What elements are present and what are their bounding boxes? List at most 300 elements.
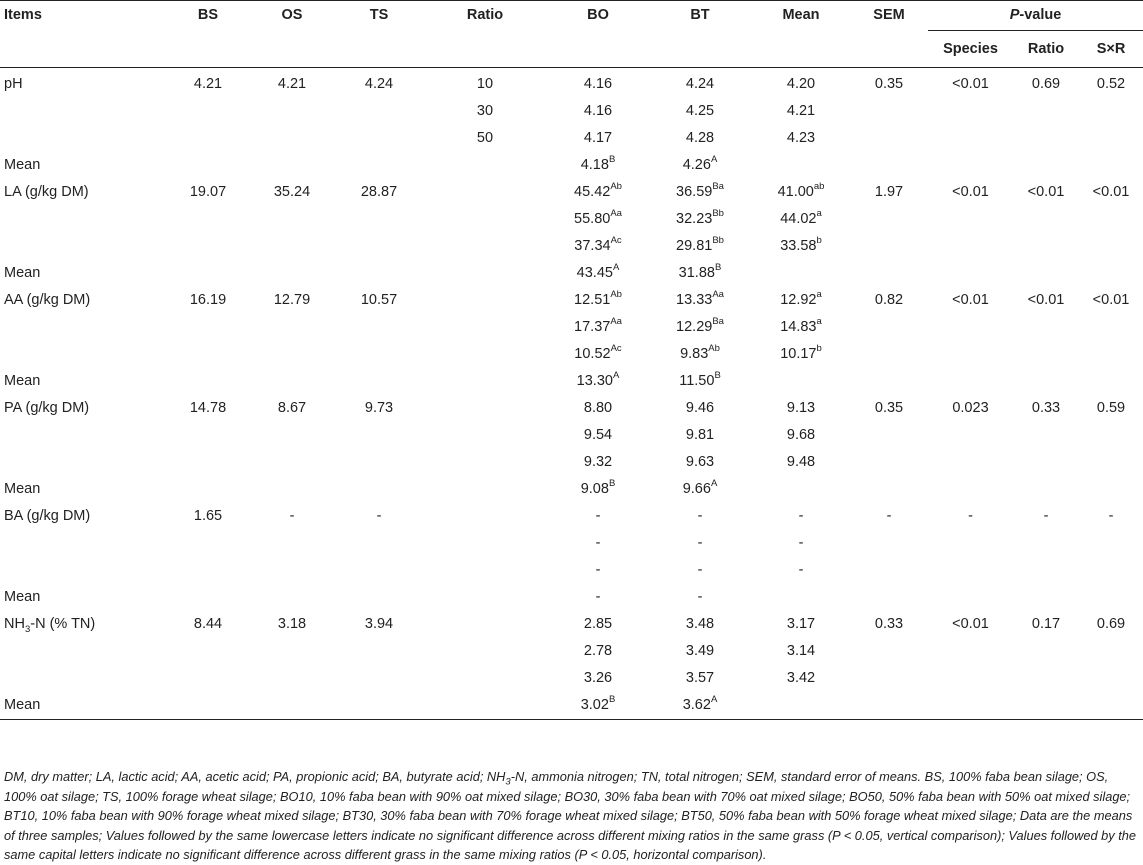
header-ratio: Ratio bbox=[422, 1, 548, 31]
cell-ratio bbox=[422, 260, 548, 287]
table-row bbox=[0, 260, 1143, 287]
table-body bbox=[0, 68, 1143, 720]
cell-species: <0.01 bbox=[952, 76, 989, 92]
cell-sxr bbox=[1079, 422, 1143, 449]
cell-bo: $10.52^{Ac}$ bbox=[574, 343, 622, 362]
cell-sem: - bbox=[886, 508, 892, 524]
cell-sem bbox=[850, 530, 928, 557]
cell-ratio-p bbox=[1013, 692, 1079, 720]
cell-sem bbox=[850, 314, 928, 341]
cell-ts bbox=[336, 314, 422, 341]
header-bo: BO bbox=[548, 1, 648, 31]
row-item: BA (g/kg DM) bbox=[4, 508, 91, 524]
cell-ts bbox=[336, 584, 422, 611]
cell-ratio bbox=[422, 638, 548, 665]
row-item bbox=[0, 530, 168, 557]
cell-bo: 2.85 bbox=[583, 616, 613, 632]
cell-species bbox=[928, 98, 1013, 125]
cell-mean: 4.23 bbox=[786, 130, 816, 146]
cell-ts bbox=[336, 125, 422, 152]
cell-sem: 1.97 bbox=[874, 184, 904, 200]
cell-sxr: 0.59 bbox=[1096, 400, 1126, 416]
table-row bbox=[0, 125, 1143, 152]
cell-species bbox=[928, 152, 1013, 179]
cell-bs bbox=[168, 638, 248, 665]
cell-sxr bbox=[1079, 152, 1143, 179]
header-ratio-p: Ratio bbox=[1013, 31, 1079, 68]
cell-bt: 4.25 bbox=[685, 103, 715, 119]
cell-bo: $55.80^{Aa}$ bbox=[574, 208, 622, 227]
row-item: AA (g/kg DM) bbox=[4, 292, 91, 308]
cell-sxr: 0.52 bbox=[1096, 76, 1126, 92]
row-item: pH bbox=[4, 76, 23, 92]
cell-ratio-p bbox=[1013, 449, 1079, 476]
cell-sxr: - bbox=[1108, 508, 1114, 524]
cell-ratio bbox=[422, 341, 548, 368]
cell-bo: 9.54 bbox=[583, 427, 613, 443]
cell-ratio: 30 bbox=[476, 103, 494, 119]
cell-species: <0.01 bbox=[952, 184, 989, 200]
cell-bo: 9.32 bbox=[583, 454, 613, 470]
cell-ratio bbox=[422, 665, 548, 692]
cell-sxr bbox=[1079, 260, 1143, 287]
cell-sem bbox=[850, 665, 928, 692]
cell-ts bbox=[336, 152, 422, 179]
cell-species bbox=[928, 368, 1013, 395]
cell-os bbox=[248, 206, 336, 233]
cell-mean: 12.92$^a$ bbox=[780, 289, 822, 308]
cell-bs bbox=[168, 233, 248, 260]
cell-bo: $13.30^A$ bbox=[576, 370, 620, 389]
cell-bs bbox=[168, 449, 248, 476]
table-row bbox=[0, 341, 1143, 368]
cell-os bbox=[248, 557, 336, 584]
row-item: Mean bbox=[4, 589, 41, 605]
cell-os bbox=[248, 530, 336, 557]
table-row bbox=[0, 584, 1143, 611]
row-item bbox=[0, 422, 168, 449]
header-bs: BS bbox=[168, 1, 248, 31]
cell-ratio bbox=[422, 287, 548, 314]
cell-ratio bbox=[422, 206, 548, 233]
cell-bt: $11.50^B$ bbox=[679, 370, 721, 389]
cell-bs bbox=[168, 422, 248, 449]
cell-ratio-p bbox=[1013, 557, 1079, 584]
cell-bs bbox=[168, 530, 248, 557]
table-row bbox=[0, 368, 1143, 395]
cell-bt: $13.33^{Aa}$ bbox=[676, 289, 724, 308]
cell-sem: 0.33 bbox=[874, 616, 904, 632]
cell-bs bbox=[168, 125, 248, 152]
cell-ratio bbox=[422, 395, 548, 422]
cell-mean: 3.17 bbox=[786, 616, 816, 632]
cell-bt: 4.24 bbox=[685, 76, 715, 92]
cell-species bbox=[928, 692, 1013, 720]
cell-mean: 41.00$^{ab}$ bbox=[777, 181, 825, 200]
cell-os bbox=[248, 341, 336, 368]
table-row bbox=[0, 233, 1143, 260]
cell-sxr bbox=[1079, 206, 1143, 233]
cell-os bbox=[248, 476, 336, 503]
row-item: Mean bbox=[4, 157, 41, 173]
cell-species bbox=[928, 206, 1013, 233]
cell-sxr bbox=[1079, 449, 1143, 476]
cell-bt: $32.23^{Bb}$ bbox=[676, 208, 724, 227]
table-row bbox=[0, 665, 1143, 692]
cell-os bbox=[248, 368, 336, 395]
cell-sem: 0.82 bbox=[874, 292, 904, 308]
cell-sxr: 0.69 bbox=[1096, 616, 1126, 632]
cell-ratio: 10 bbox=[476, 76, 494, 92]
cell-ratio bbox=[422, 368, 548, 395]
cell-mean: 4.20 bbox=[786, 76, 816, 92]
cell-bo: - bbox=[595, 562, 601, 578]
cell-sxr bbox=[1079, 665, 1143, 692]
cell-ts bbox=[336, 557, 422, 584]
cell-sem bbox=[850, 422, 928, 449]
cell-ratio bbox=[422, 557, 548, 584]
cell-mean: 9.48 bbox=[786, 454, 816, 470]
cell-bs bbox=[168, 665, 248, 692]
cell-sem: 0.35 bbox=[874, 76, 904, 92]
cell-bt: 3.49 bbox=[685, 643, 715, 659]
cell-mean: 3.14 bbox=[786, 643, 816, 659]
cell-bo: 8.80 bbox=[583, 400, 613, 416]
cell-mean: - bbox=[798, 508, 804, 524]
table-footnote: DM, dry matter; LA, lactic acid; AA, acetic acid; PA, propionic acid; BA, butyrate acid; $NH_3-N$, ammonia nitrogen; TN, total nitrogen; SEM, standard error of means. BS, 100% faba bean silage; OS, 100% oat silage; TS, 100% forage wheat silage; BO10, 10% faba bean with 90% oat mixed silage; BO30, 30% faba bean with 70% oat mixed silage; BO50, 50% faba bean with 50% oat mixed silage; BT10, 10% faba bean with 90% forage wheat mixed silage; BT30, 30% faba bean with 70% forage wheat mixed silage; BT50, 50% faba bean with 50% forage wheat mixed silage; Data are the means of three samples; Values followed by the same lowercase letters indicate no significant difference across different mixing ratios in the same grass (P < 0.05, vertical comparison); Values followed by the same capital letters indicate no significant difference across different grass in the same mixing ratios (P < 0.05, horizontal comparison). bbox=[4, 769, 1137, 863]
row-item bbox=[0, 98, 168, 125]
cell-bo: $43.45^A$ bbox=[576, 262, 620, 281]
header-pvalue bbox=[928, 1, 1143, 31]
cell-os: 8.67 bbox=[277, 400, 307, 416]
cell-ratio bbox=[422, 584, 548, 611]
cell-ratio bbox=[422, 611, 548, 638]
cell-os bbox=[248, 638, 336, 665]
cell-sem bbox=[850, 206, 928, 233]
cell-os bbox=[248, 98, 336, 125]
cell-ratio bbox=[422, 476, 548, 503]
table-row bbox=[0, 449, 1143, 476]
cell-sem bbox=[850, 368, 928, 395]
cell-sem bbox=[850, 557, 928, 584]
header-bt: BT bbox=[648, 1, 752, 31]
table-row bbox=[0, 179, 1143, 206]
cell-sem bbox=[850, 233, 928, 260]
cell-os: 3.18 bbox=[277, 616, 307, 632]
cell-bo: $17.37^{Aa}$ bbox=[574, 316, 622, 335]
row-item bbox=[0, 341, 168, 368]
cell-mean: 3.42 bbox=[786, 670, 816, 686]
cell-bo: $3.02^B$ bbox=[548, 692, 648, 720]
cell-bt: $29.81^{Bb}$ bbox=[676, 235, 724, 254]
cell-bs: 4.21 bbox=[193, 76, 223, 92]
cell-ts bbox=[336, 206, 422, 233]
cell-ratio bbox=[422, 449, 548, 476]
cell-bt: - bbox=[697, 508, 703, 524]
header-items: Items bbox=[0, 1, 168, 31]
cell-ts bbox=[336, 665, 422, 692]
cell-bo: - bbox=[595, 589, 601, 605]
cell-bs: 1.65 bbox=[193, 508, 223, 524]
cell-ratio-p bbox=[1013, 233, 1079, 260]
cell-ts bbox=[336, 341, 422, 368]
row-item: Mean bbox=[0, 692, 168, 720]
cell-bs bbox=[168, 206, 248, 233]
cell-bt: - bbox=[697, 562, 703, 578]
table-row bbox=[0, 206, 1143, 233]
cell-sem bbox=[850, 341, 928, 368]
cell-ratio-p bbox=[1013, 152, 1079, 179]
cell-ratio-p bbox=[1013, 368, 1079, 395]
cell-ts bbox=[336, 260, 422, 287]
table-row bbox=[0, 152, 1143, 179]
cell-bt: $36.59^{Ba}$ bbox=[676, 181, 724, 200]
cell-ts bbox=[336, 98, 422, 125]
cell-mean bbox=[752, 476, 850, 503]
cell-os bbox=[248, 692, 336, 720]
cell-ts: 4.24 bbox=[364, 76, 394, 92]
cell-ratio-p bbox=[1013, 125, 1079, 152]
cell-ratio-p: 0.69 bbox=[1031, 76, 1061, 92]
cell-mean bbox=[752, 368, 850, 395]
cell-sem bbox=[850, 584, 928, 611]
header-pvalue-p: P bbox=[1009, 7, 1020, 23]
cell-bo: - bbox=[595, 508, 601, 524]
cell-os bbox=[248, 125, 336, 152]
header-os: OS bbox=[248, 1, 336, 31]
cell-os: 4.21 bbox=[277, 76, 307, 92]
cell-ratio-p bbox=[1013, 422, 1079, 449]
cell-os bbox=[248, 584, 336, 611]
cell-bt: $3.62^A$ bbox=[648, 692, 752, 720]
cell-mean bbox=[752, 692, 850, 720]
cell-species bbox=[928, 233, 1013, 260]
cell-sem bbox=[850, 476, 928, 503]
cell-ts: 10.57 bbox=[360, 292, 398, 308]
cell-species bbox=[928, 314, 1013, 341]
cell-bo: 3.26 bbox=[583, 670, 613, 686]
cell-bs: 14.78 bbox=[189, 400, 227, 416]
cell-species bbox=[928, 449, 1013, 476]
cell-bo: 4.16 bbox=[583, 103, 613, 119]
cell-ratio-p bbox=[1013, 341, 1079, 368]
cell-ts bbox=[336, 476, 422, 503]
row-item: Mean bbox=[4, 265, 41, 281]
cell-bs bbox=[168, 98, 248, 125]
header-sxr: S×R bbox=[1079, 31, 1143, 68]
cell-mean: - bbox=[798, 535, 804, 551]
cell-species bbox=[928, 341, 1013, 368]
cell-ratio bbox=[422, 503, 548, 530]
cell-bs bbox=[168, 476, 248, 503]
cell-ratio bbox=[422, 530, 548, 557]
cell-ratio bbox=[422, 233, 548, 260]
cell-mean: 33.58$^b$ bbox=[780, 235, 822, 254]
cell-sxr bbox=[1079, 368, 1143, 395]
table-row bbox=[0, 530, 1143, 557]
cell-sxr bbox=[1079, 530, 1143, 557]
cell-bo: 2.78 bbox=[583, 643, 613, 659]
cell-bo: 4.17 bbox=[583, 130, 613, 146]
cell-ratio-p bbox=[1013, 530, 1079, 557]
cell-mean: 10.17$^b$ bbox=[780, 343, 822, 362]
cell-sxr bbox=[1079, 98, 1143, 125]
cell-ratio-p: 0.33 bbox=[1031, 400, 1061, 416]
header-sem: SEM bbox=[850, 1, 928, 31]
cell-sem bbox=[850, 152, 928, 179]
cell-bt: 4.28 bbox=[685, 130, 715, 146]
header-species: Species bbox=[928, 31, 1013, 68]
cell-os bbox=[248, 449, 336, 476]
cell-os: 12.79 bbox=[273, 292, 311, 308]
cell-species: - bbox=[968, 508, 973, 524]
cell-species bbox=[928, 530, 1013, 557]
table-row bbox=[0, 638, 1143, 665]
cell-bt: $4.26^A$ bbox=[682, 154, 718, 173]
cell-ratio-p bbox=[1013, 314, 1079, 341]
cell-ts: - bbox=[376, 508, 382, 524]
cell-sem bbox=[850, 449, 928, 476]
cell-species bbox=[928, 260, 1013, 287]
cell-sxr: <0.01 bbox=[1092, 292, 1130, 308]
cell-species bbox=[928, 125, 1013, 152]
table-row bbox=[0, 611, 1143, 638]
cell-sxr bbox=[1079, 692, 1143, 720]
cell-ts bbox=[336, 530, 422, 557]
row-item bbox=[0, 665, 168, 692]
cell-sxr bbox=[1079, 233, 1143, 260]
cell-bo: $9.08^B$ bbox=[580, 478, 616, 497]
cell-sem bbox=[850, 98, 928, 125]
cell-bt: $9.83^{Ab}$ bbox=[680, 343, 720, 362]
row-item bbox=[0, 314, 168, 341]
table-row bbox=[0, 692, 1143, 720]
row-item: $NH_3-N$ (% TN) bbox=[4, 616, 96, 635]
cell-sem bbox=[850, 260, 928, 287]
cell-ratio-p: - bbox=[1043, 508, 1049, 524]
cell-ratio bbox=[422, 422, 548, 449]
cell-species: <0.01 bbox=[952, 292, 989, 308]
header-mean: Mean bbox=[752, 1, 850, 31]
header-ts: TS bbox=[336, 1, 422, 31]
cell-os bbox=[248, 233, 336, 260]
cell-sxr bbox=[1079, 314, 1143, 341]
cell-bs bbox=[168, 314, 248, 341]
cell-bs bbox=[168, 584, 248, 611]
cell-sem bbox=[850, 638, 928, 665]
cell-species bbox=[928, 422, 1013, 449]
cell-sxr bbox=[1079, 638, 1143, 665]
cell-ts bbox=[336, 368, 422, 395]
cell-ratio-p bbox=[1013, 260, 1079, 287]
cell-ratio: 50 bbox=[476, 130, 494, 146]
cell-ratio bbox=[422, 314, 548, 341]
cell-ratio-p bbox=[1013, 206, 1079, 233]
cell-ts bbox=[336, 638, 422, 665]
cell-sxr bbox=[1079, 125, 1143, 152]
cell-species bbox=[928, 638, 1013, 665]
cell-species bbox=[928, 476, 1013, 503]
table-header bbox=[0, 1, 1143, 68]
row-item: Mean bbox=[4, 481, 41, 497]
cell-os bbox=[248, 665, 336, 692]
cell-ts bbox=[336, 692, 422, 720]
row-item bbox=[0, 638, 168, 665]
cell-bs bbox=[168, 692, 248, 720]
cell-mean: 9.13 bbox=[786, 400, 816, 416]
table-row bbox=[0, 422, 1143, 449]
cell-ts: 9.73 bbox=[364, 400, 394, 416]
table-row bbox=[0, 557, 1143, 584]
cell-sem bbox=[850, 692, 928, 720]
cell-ratio-p: <0.01 bbox=[1027, 184, 1065, 200]
cell-species: 0.023 bbox=[952, 400, 989, 416]
cell-bt: - bbox=[697, 589, 703, 605]
cell-bt: $9.66^A$ bbox=[682, 478, 718, 497]
cell-mean: - bbox=[798, 562, 804, 578]
cell-bo: $4.18^B$ bbox=[580, 154, 616, 173]
cell-bt: - bbox=[697, 535, 703, 551]
cell-mean bbox=[752, 152, 850, 179]
cell-bt: 3.48 bbox=[685, 616, 715, 632]
cell-os bbox=[248, 260, 336, 287]
cell-bt: 9.81 bbox=[685, 427, 715, 443]
cell-ratio-p bbox=[1013, 665, 1079, 692]
cell-mean bbox=[752, 260, 850, 287]
cell-bo: $12.51^{Ab}$ bbox=[574, 289, 622, 308]
cell-ts bbox=[336, 449, 422, 476]
row-item bbox=[0, 206, 168, 233]
cell-ratio bbox=[422, 179, 548, 206]
row-item bbox=[0, 233, 168, 260]
cell-sxr bbox=[1079, 341, 1143, 368]
table-row bbox=[0, 68, 1143, 99]
cell-sem: 0.35 bbox=[874, 400, 904, 416]
cell-mean: 44.02$^a$ bbox=[780, 208, 822, 227]
row-item bbox=[0, 125, 168, 152]
cell-bo: - bbox=[595, 535, 601, 551]
row-item: LA (g/kg DM) bbox=[4, 184, 89, 200]
cell-os bbox=[248, 422, 336, 449]
cell-bo: $37.34^{Ac}$ bbox=[574, 235, 622, 254]
cell-species: <0.01 bbox=[952, 616, 989, 632]
table-row bbox=[0, 314, 1143, 341]
table-row bbox=[0, 395, 1143, 422]
cell-ratio-p bbox=[1013, 584, 1079, 611]
cell-os: 35.24 bbox=[273, 184, 311, 200]
cell-sxr bbox=[1079, 476, 1143, 503]
row-item: Mean bbox=[4, 373, 41, 389]
cell-bo: 4.16 bbox=[583, 76, 613, 92]
cell-bs bbox=[168, 260, 248, 287]
cell-sxr bbox=[1079, 584, 1143, 611]
cell-sxr: <0.01 bbox=[1092, 184, 1130, 200]
cell-bt: $12.29^{Ba}$ bbox=[676, 316, 724, 335]
cell-sem bbox=[850, 125, 928, 152]
cell-os bbox=[248, 152, 336, 179]
cell-bs bbox=[168, 557, 248, 584]
row-item bbox=[0, 449, 168, 476]
cell-os: - bbox=[289, 508, 295, 524]
cell-bt: 9.63 bbox=[685, 454, 715, 470]
cell-bs: 19.07 bbox=[189, 184, 227, 200]
cell-ratio bbox=[422, 692, 548, 720]
cell-ratio-p bbox=[1013, 476, 1079, 503]
cell-bt: 3.57 bbox=[685, 670, 715, 686]
row-item bbox=[0, 557, 168, 584]
cell-ts bbox=[336, 233, 422, 260]
header-pvalue-rest: -value bbox=[1019, 7, 1062, 23]
